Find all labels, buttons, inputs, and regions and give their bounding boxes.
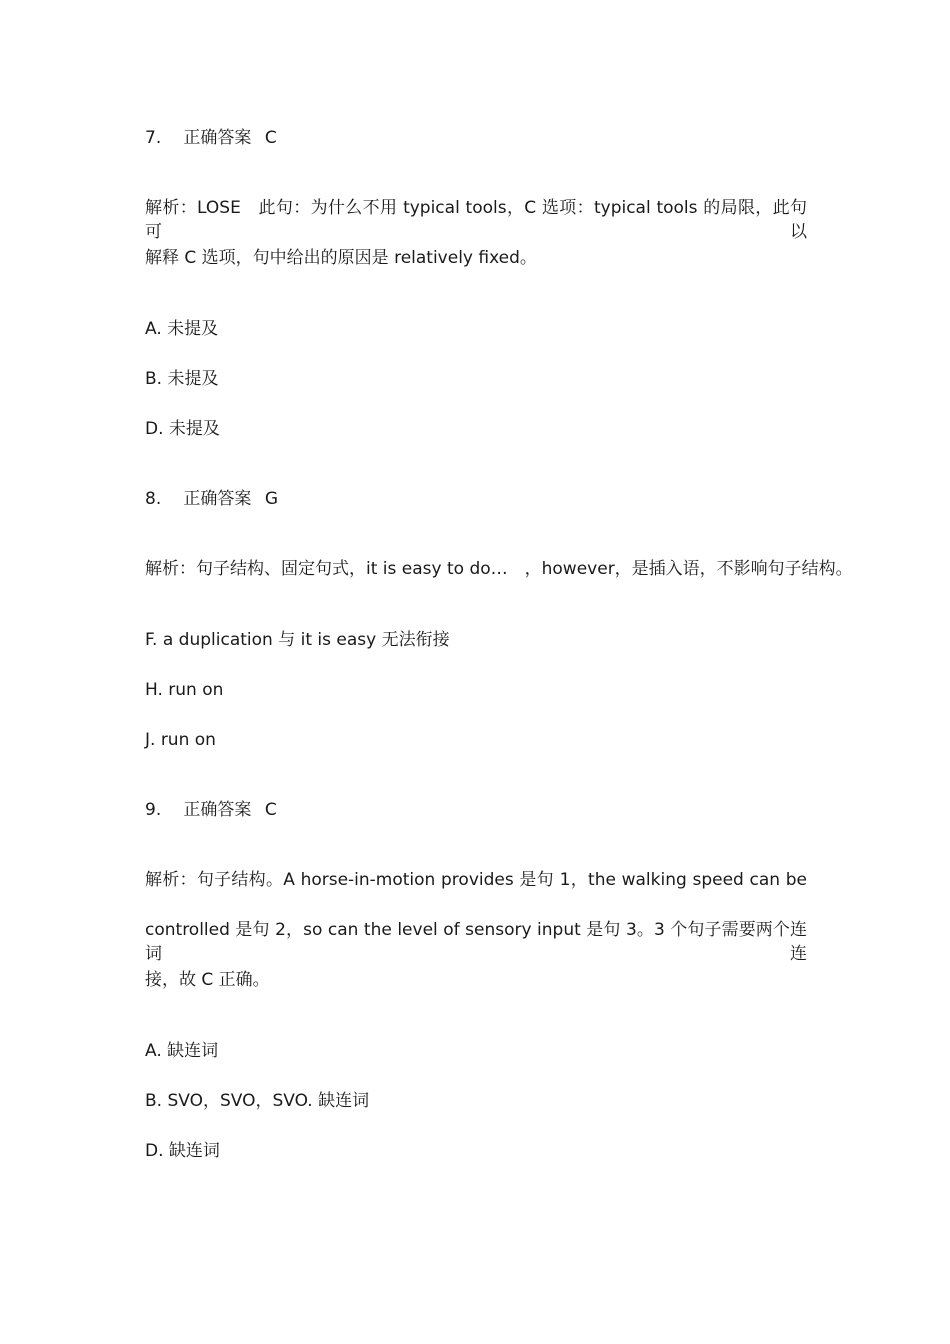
answer-value: C xyxy=(264,800,277,820)
question-8-explanation-line-1: 解析：句子结构、固定句式，it is easy to do… ，however，是插入语，不影响句子结构。 xyxy=(145,559,853,579)
question-9-option-b: B. SVO，SVO，SVO. 缺连词 xyxy=(145,1091,370,1111)
question-9-explanation-line-3: 接，故 C 正确。 xyxy=(145,970,270,990)
answer-value: C xyxy=(264,128,277,148)
question-9-answer xyxy=(145,798,277,822)
question-8-option-f: F. a duplication 与 it is easy 无法衔接 xyxy=(145,630,450,650)
question-7-explanation-line-2: 解释 C 选项，句中给出的原因是 relatively fixed。 xyxy=(145,248,537,268)
answer-label: 正确答案 xyxy=(183,489,252,509)
question-9-explanation-line-2: controlled 是句 2，so can the level of sensory input 是句 3。3 个句子需要两个连词连 xyxy=(145,920,807,964)
question-7-option-d: D. 未提及 xyxy=(145,419,220,439)
question-8-answer xyxy=(145,487,278,511)
question-9-option-d: D. 缺连词 xyxy=(145,1141,220,1161)
question-number: 8. xyxy=(145,489,162,509)
question-8-option-j: J. run on xyxy=(145,730,216,750)
question-7-explanation-line-1: 解析：LOSE 此句：为什么不用 typical tools，C 选项：typical tools 的局限，此句可以 xyxy=(145,198,807,242)
question-number: 7. xyxy=(145,128,162,148)
question-number: 9. xyxy=(145,800,162,820)
question-7-answer xyxy=(145,126,277,150)
question-9-option-a: A. 缺连词 xyxy=(145,1041,219,1061)
question-7-option-a: A. 未提及 xyxy=(145,319,219,339)
question-8-option-h: H. run on xyxy=(145,680,224,700)
question-7-option-b: B. 未提及 xyxy=(145,369,219,389)
question-9-explanation-line-1: 解析：句子结构。A horse-in-motion provides 是句 1，the walking speed can be xyxy=(145,870,807,890)
answer-label: 正确答案 xyxy=(183,800,252,820)
answer-label: 正确答案 xyxy=(183,128,252,148)
answer-value: G xyxy=(264,489,278,509)
